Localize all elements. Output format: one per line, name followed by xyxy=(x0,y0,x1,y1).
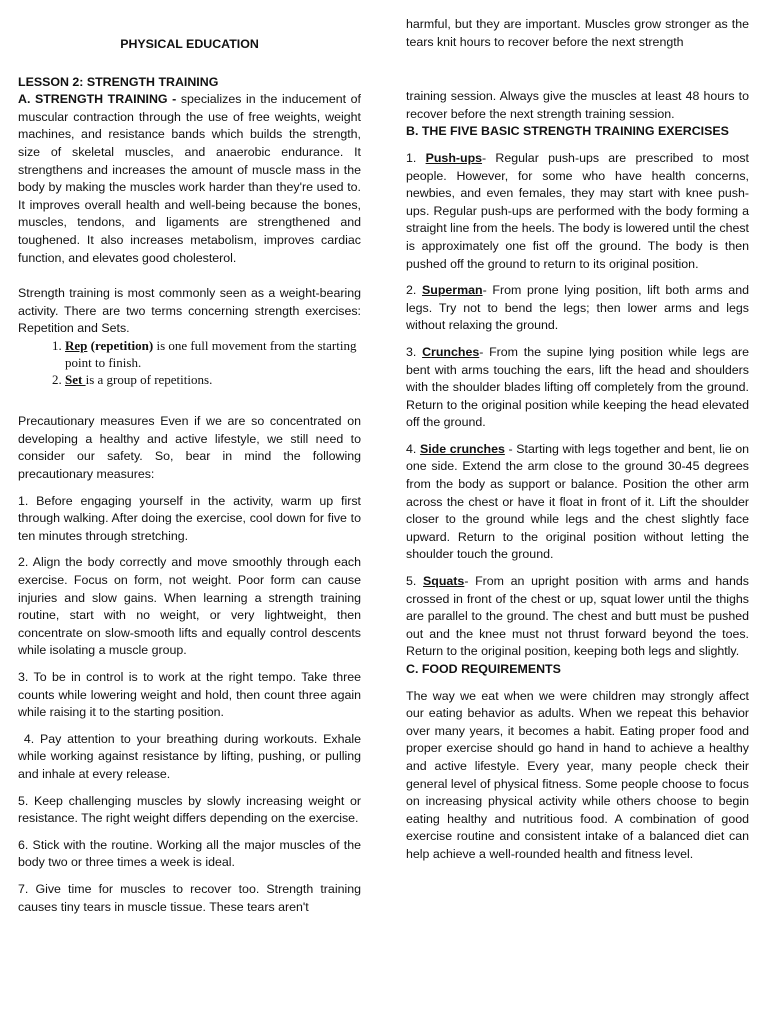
precaution-item: 3. To be in control is to work at the right tempo. Take three counts while lowering weight and hold, then count three again while raising it to the starting position. xyxy=(18,670,361,720)
exercise-number: 2. xyxy=(406,283,422,298)
exercise-text: - From the supine lying position while legs are bent with arms touching the ears, lift the head and shoulders with the shoulder blades lifting off completely from the ground. Return to the original position while keeping the head elevated off the ground. xyxy=(406,344,749,430)
exercise-name: Side crunches xyxy=(419,441,505,456)
precaution-item: 2. Align the body correctly and move smoothly through each exercise. Focus on form, not weight. Poor form can cause injuries and slow gains. When learning a strength training routine, start with no weight, or very lightweight, then concentrate on slow-smooth lifts and equally control descents while isolating a muscle group. xyxy=(18,555,361,658)
continuation-top: harmful, but they are important. Muscles grow stronger as the tears knit hours to recover before the next strength xyxy=(406,17,749,49)
exercise-item xyxy=(406,441,749,564)
precautions-intro: Precautionary measures Even if we are so concentrated on developing a healthy and active lifestyle, we still need to consider our safety. So, bear in mind the following precautionary measures: xyxy=(18,414,361,482)
section-c-paragraph: The way we eat when we were children may strongly affect our eating behavior as adults. When we repeat this behavior over many years, it becomes a habit. Eating proper food and proper exercise should go hand in hand to achieve a healthy and active lifestyle. Every year, many people check their general level of physical fitness. Some people choose to focus on increasing physical activity while others choose to begin eating healthy and nutritious food. A combination of good exercise routine and consistent intake of a balanced diet can help achieve a well-rounded health and fitness level. xyxy=(406,688,749,861)
exercise-text: - Starting with legs together and bent, lie on one side. Extend the arm close to the ground 30-45 degrees from the body as support or balance. Position the other arm across the chest or have it float in front of it. Lift the shoulder closer to the ground while legs and the chest slightly face upward. Return to the original position without letting the shoulder touch the ground. xyxy=(406,441,749,562)
definition-term: Set xyxy=(65,371,86,387)
exercise-text: - From prone lying position, lift both arms and legs. Try not to bend the legs; then lower arms and legs without relaxing the ground. xyxy=(406,283,749,333)
left-column xyxy=(18,36,365,916)
exercise-name: Crunches xyxy=(422,344,480,359)
exercise-text: - Regular push-ups are prescribed to most people. However, for some who have health concerns, newbies, and even females, they may start with knee push-ups. Regular push-ups are performed with the body forming a straight line from the heels. The body is lowered until the chest is approximately one fist off the ground. The body is then pushed off the ground to return to its original position. xyxy=(406,150,749,271)
lesson-title: LESSON 2: STRENGTH TRAINING xyxy=(18,74,219,89)
exercise-item xyxy=(406,573,749,661)
section-a-term: A. STRENGTH TRAINING - xyxy=(18,92,177,107)
exercise-name: Squats xyxy=(423,574,465,589)
exercise-number: 4. xyxy=(406,441,420,456)
section-b-heading: B. THE FIVE BASIC STRENGTH TRAINING EXERCISES xyxy=(406,124,729,139)
exercise-item xyxy=(406,344,749,432)
precaution-item: 6. Stick with the routine. Working all the major muscles of the body two or three times a week is ideal. xyxy=(18,837,361,870)
exercise-item xyxy=(406,150,749,273)
continuation-bottom: training session. Always give the muscles at least 48 hours to recover before the next strength training session. xyxy=(406,89,749,121)
definition-text: is a group of repetitions. xyxy=(85,371,213,387)
section-a-paragraph xyxy=(18,91,361,267)
exercise-text: - From an upright position with arms and hands crossed in front of the chest or up, squat lower until the thighs are parallel to the ground. The chest and butt must be pushed out and the knee must not thrust forward beyond the toes. Return to the original position, keeping both legs and slightly. xyxy=(406,574,749,659)
document-title: PHYSICAL EDUCATION xyxy=(120,37,259,51)
definition-item xyxy=(65,338,361,372)
exercise-number: 1. xyxy=(406,150,426,165)
exercise-item xyxy=(406,282,749,335)
exercise-number: 3. xyxy=(406,344,423,359)
precaution-item: 5. Keep challenging muscles by slowly increasing weight or resistance. The right weight differs depending on the exercise. xyxy=(18,793,361,826)
definition-text: is one full movement from the starting point to finish. xyxy=(65,337,357,370)
definition-term-suffix: (repetition) xyxy=(87,337,154,353)
definitions-list xyxy=(18,338,361,388)
definition-item xyxy=(65,372,361,389)
section-c-heading: C. FOOD REQUIREMENTS xyxy=(406,662,561,676)
precaution-item: 1. Before engaging yourself in the activity, warm up first through walking. After doing the exercise, cool down for five to ten minutes through stretching. xyxy=(18,493,361,543)
precaution-item: 4. Pay attention to your breathing during workouts. Exhale while working against resistance by lifting, pushing, or pulling and inhale at every release. xyxy=(18,731,365,781)
exercise-name: Superman xyxy=(422,283,483,298)
exercise-name: Push-ups xyxy=(425,150,483,165)
exercise-number: 5. xyxy=(406,574,423,589)
section-a-text: specializes in the inducement of muscular contraction through the use of free weights, weight machines, and resistance bands which builds the strength, size of skeletal muscles, and anaerobic endurance. It strengthens and increases the amount of muscle mass in the body by making the muscles work harder than they're used to. It improves overall health and well-being because the bones, muscles, tendons, and ligaments are strengthened and toughened. It also increases metabolism, improves cardiac function, and elevates good cholesterol. xyxy=(18,92,361,265)
right-column xyxy=(406,16,749,864)
definition-term: Rep xyxy=(65,337,88,353)
section-a-paragraph-2: Strength training is most commonly seen as a weight-bearing activity. There are two terms concerning strength exercises: Repetition and Sets. xyxy=(18,286,361,336)
precaution-item: 7. Give time for muscles to recover too. Strength training causes tiny tears in muscle tissue. These tears aren't xyxy=(18,881,361,914)
